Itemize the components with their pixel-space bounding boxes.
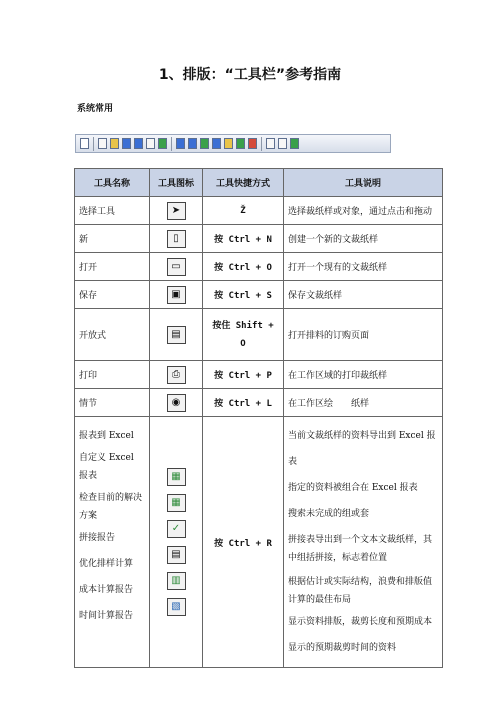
open-plan-icon: ▤: [167, 326, 186, 344]
tool-description: 创建一个新的文裁纸样: [284, 225, 443, 253]
tool-description: 在工作区绘 纸样: [284, 389, 443, 417]
header-tool-icon: 工具图标: [150, 169, 203, 197]
toolbar-separator: [93, 137, 94, 151]
pointer-icon[interactable]: [80, 138, 89, 149]
report-description: 根据估计或实际结构，浪费和排版值计算的最佳布局: [288, 577, 433, 605]
report-name: 优化排样计算: [79, 559, 134, 569]
printer-icon: ⎙: [167, 366, 186, 384]
toolbar-strip: [75, 134, 391, 153]
tool-name: 打印: [75, 361, 150, 389]
open-icon[interactable]: [110, 138, 119, 149]
report-name: 成本计算报告: [79, 585, 134, 595]
section-subtitle: 系统常用: [77, 104, 114, 114]
export-icon[interactable]: [236, 138, 245, 149]
table-row-reports: [75, 417, 443, 668]
optimize-icon: ▥: [167, 572, 186, 590]
report-name: 时间计算报告: [79, 611, 134, 621]
toolbar-reference-table: [74, 168, 443, 668]
redo-icon[interactable]: [188, 138, 197, 149]
splice-report-icon: ▤: [167, 546, 186, 564]
header-shortcut: 工具快捷方式: [203, 169, 284, 197]
report-description: 显示的预期裁剪时间的资料: [288, 643, 397, 653]
info-icon[interactable]: [266, 138, 275, 149]
custom-excel-icon: ▦: [167, 494, 186, 512]
tool-shortcut: 按 Ctrl + L: [203, 389, 284, 417]
header-description: 工具说明: [284, 169, 443, 197]
tools-icon[interactable]: [200, 138, 209, 149]
help-icon[interactable]: [278, 138, 287, 149]
report-description: 当前文裁纸样的资料导出到 Excel 报表: [288, 431, 436, 467]
open-folder-icon: ▭: [167, 258, 186, 276]
tool-shortcut: 按住 Shift + O: [203, 309, 284, 361]
preview-icon[interactable]: [146, 138, 155, 149]
report-name: 检查目前的解决方案: [79, 493, 143, 521]
table-row: [75, 309, 443, 361]
report-shortcut: 按 Ctrl + R: [203, 417, 284, 668]
tool-shortcut: 按 Ctrl + P: [203, 361, 284, 389]
tool-description: 选择裁纸样或对象，通过点击和拖动: [284, 197, 443, 225]
tool-shortcut: 按 Ctrl + S: [203, 281, 284, 309]
new-icon[interactable]: [98, 138, 107, 149]
page-title: 1、排版：“工具栏”参考指南: [158, 67, 342, 83]
report-description: 搜索未完成的组或套: [288, 509, 370, 519]
plot-icon: ◉: [167, 394, 186, 412]
tool-shortcut: 按 Ctrl + N: [203, 225, 284, 253]
tool-name: 选择工具: [75, 197, 150, 225]
toolbar-separator: [171, 137, 172, 151]
report-name: 拼接报告: [79, 533, 116, 543]
undo-icon[interactable]: [176, 138, 185, 149]
chart-icon[interactable]: [248, 138, 257, 149]
excel-report-icon: ▦: [167, 468, 186, 486]
report-name: 自定义 Excel 报表: [79, 453, 134, 481]
report-icons: [154, 468, 198, 616]
new-doc-icon: ▯: [167, 230, 186, 248]
report-description: 显示资料排版，裁剪长度和预期成本: [288, 617, 433, 627]
tool-shortcut: Ž: [203, 197, 284, 225]
tool-description: 在工作区域的打印裁纸样: [284, 361, 443, 389]
tool-description: 保存文裁纸样: [284, 281, 443, 309]
tool-name: 情节: [75, 389, 150, 417]
excel-icon[interactable]: [158, 138, 167, 149]
header-tool-name: 工具名称: [75, 169, 150, 197]
tool-name: 打开: [75, 253, 150, 281]
table-row: [75, 281, 443, 309]
save-icon[interactable]: [122, 138, 131, 149]
bold-icon[interactable]: [224, 138, 233, 149]
report-name: 报表到 Excel: [79, 431, 134, 441]
print-icon[interactable]: [134, 138, 143, 149]
save-disk-icon: ▣: [167, 286, 186, 304]
tool-description: 打开排料的订购页面: [284, 309, 443, 361]
table-row: [75, 361, 443, 389]
table-row: [75, 253, 443, 281]
tool-description: 打开一个现有的文裁纸样: [284, 253, 443, 281]
cost-report-icon: ▧: [167, 598, 186, 616]
tool-name: 开放式: [75, 309, 150, 361]
tool-name: 新: [75, 225, 150, 253]
toolbar-separator: [261, 137, 262, 151]
tool-name: 保存: [75, 281, 150, 309]
table-row: [75, 225, 443, 253]
find-icon[interactable]: [212, 138, 221, 149]
table-row: [75, 197, 443, 225]
check-solution-icon: ✓: [167, 520, 186, 538]
tool-shortcut: 按 Ctrl + O: [203, 253, 284, 281]
report-description: 指定的资料被组合在 Excel 报表: [288, 483, 418, 493]
table-row: [75, 389, 443, 417]
arrow-icon: ➤: [167, 202, 186, 220]
report-description: 拼接表导出到一个文本文裁纸样，其中组括拼接，标志着位置: [288, 535, 433, 563]
recycle-icon[interactable]: [290, 138, 299, 149]
